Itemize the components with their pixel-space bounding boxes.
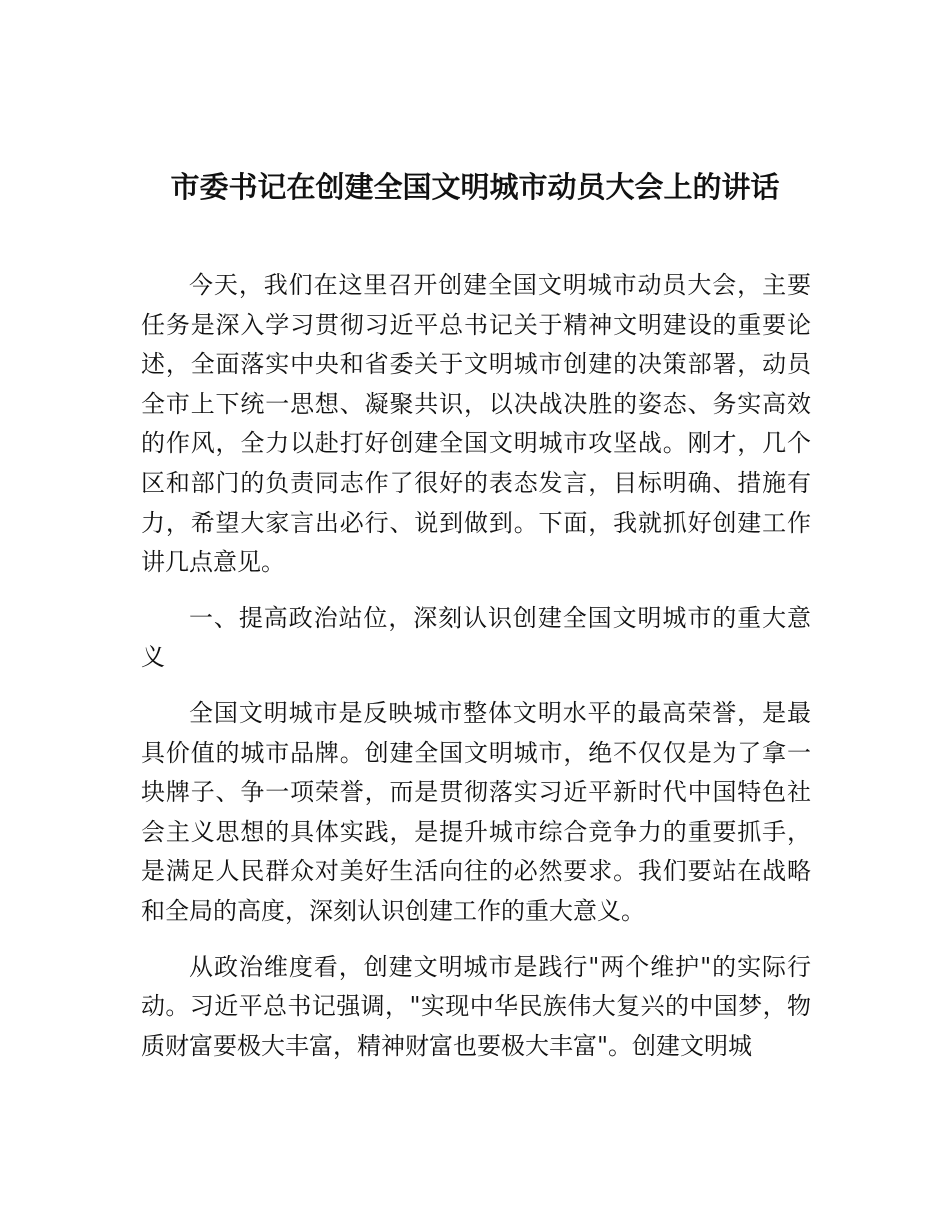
paragraph-gap	[141, 932, 811, 948]
paragraph-opening: 今天，我们在这里召开创建全国文明城市动员大会，主要任务是深入学习贯彻习近平总书记关于精神文明建设的重要论述，全面落实中央和省委关于文明城市创建的决策部署，动员全市上下统一思想、凝聚共识，以决战决胜的姿态、务实高效的作风，全力以赴打好创建全国文明城市攻坚战。刚才，几个区和部门的负责同志作了很好的表态发言，目标明确、措施有力，希望大家言出必行、说到做到。下面，我就抓好创建工作讲几点意见。	[141, 271, 811, 577]
paragraph-gap	[141, 678, 811, 694]
document-title: 市委书记在创建全国文明城市动员大会上的讲话	[170, 170, 780, 204]
paragraph-gap	[141, 583, 811, 599]
paragraph-significance: 全国文明城市是反映城市整体文明水平的最高荣誉，是最具价值的城市品牌。创建全国文明城市，绝不仅仅是为了拿一块牌子、争一项荣誉，而是贯彻落实习近平新时代中国特色社会主义思想的具体实践，是提升城市综合竞争力的重要抓手，是满足人民群众对美好生活向往的必然要求。我们要站在战略和全局的高度，深刻认识创建工作的重大意义。	[141, 698, 811, 925]
document-body	[141, 266, 811, 1066]
paragraph-political-dimension: 从政治维度看，创建文明城市是践行"两个维护"的实际行动。习近平总书记强调，"实现中华民族伟大复兴的中国梦，物质财富要极大丰富，精神财富也要极大丰富"。创建文明城	[141, 952, 811, 1060]
section-heading-1: 一、提高政治站位，深刻认识创建全国文明城市的重大意义	[141, 603, 811, 672]
